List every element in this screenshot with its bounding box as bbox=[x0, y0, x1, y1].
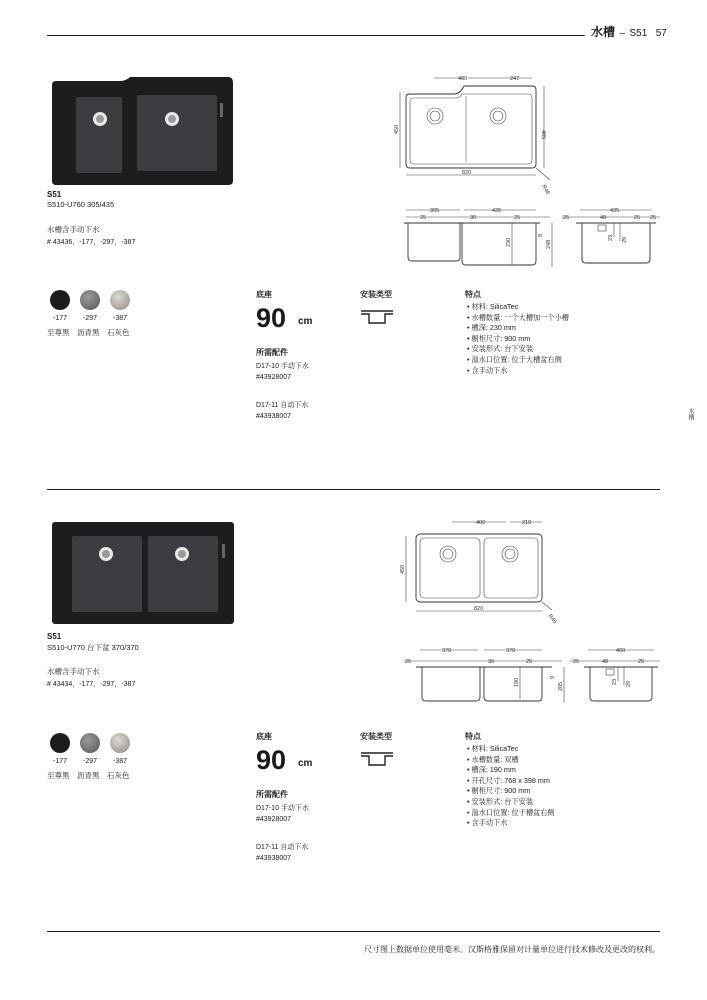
install-label-1: 安装类型 bbox=[360, 290, 392, 299]
side-tab: 水槽 bbox=[687, 408, 693, 420]
dim-label: 485 bbox=[540, 130, 546, 140]
page-header bbox=[591, 23, 667, 41]
dim-label: 25 bbox=[573, 659, 580, 665]
dim-label: 820 bbox=[462, 170, 472, 176]
feature-item: • 溢水口位置: 位于槽盆右侧 bbox=[467, 808, 555, 819]
header-page-number: 57 bbox=[655, 28, 667, 39]
product-photo-1 bbox=[50, 75, 235, 187]
dim-label: 30 bbox=[488, 659, 495, 665]
dim-label: 25 bbox=[420, 215, 427, 221]
dim-label: 29 bbox=[622, 236, 628, 243]
footer-rule bbox=[47, 931, 660, 932]
color-swatch[interactable] bbox=[80, 290, 100, 310]
color-swatch[interactable] bbox=[110, 290, 130, 310]
dim-label: 248 bbox=[546, 239, 552, 249]
features-label-1: 特点 bbox=[465, 290, 481, 299]
feature-item: • 水槽数量: 双槽 bbox=[467, 755, 555, 766]
feature-item: • 橱柜尺寸: 900 mm bbox=[467, 786, 555, 797]
swatch-name: 沥青黑 bbox=[77, 328, 100, 337]
cabinet-label-2: 底座 bbox=[256, 732, 272, 741]
accessory-name: D17-10 手动下水 bbox=[256, 805, 309, 812]
dim-label: 25 bbox=[650, 215, 657, 221]
dim-label: 400 bbox=[616, 648, 626, 654]
feature-item: • 含手动下水 bbox=[467, 366, 569, 377]
cabinet-label-1: 底座 bbox=[256, 290, 272, 299]
accessory-name: D17-11 自动下水 bbox=[256, 844, 309, 851]
cabinet-unit-1: cm bbox=[298, 316, 313, 327]
product-description-2: 水槽含手动下水 bbox=[47, 667, 100, 676]
cabinet-unit-2: cm bbox=[298, 758, 313, 769]
dim-label: R46 bbox=[540, 184, 551, 196]
dim-label: 25 bbox=[526, 659, 533, 665]
dim-label: 370 bbox=[442, 648, 452, 654]
color-swatch[interactable] bbox=[80, 733, 100, 753]
dim-label: 25 bbox=[514, 215, 521, 221]
feature-item: • 水槽数量: 一个大槽加一个小槽 bbox=[467, 313, 569, 324]
accessory-code: #43928007 bbox=[256, 374, 292, 381]
accessory-code: #43938007 bbox=[256, 855, 292, 862]
section-view-drawing-1 bbox=[400, 203, 560, 273]
color-swatch[interactable] bbox=[50, 290, 70, 310]
color-swatch[interactable] bbox=[50, 733, 70, 753]
undermount-icon bbox=[360, 308, 394, 326]
swatch-code: -177 bbox=[52, 315, 67, 322]
dim-label: 9 bbox=[550, 675, 556, 679]
dim-label: 370 bbox=[506, 648, 516, 654]
accessories-label-2: 所需配件 bbox=[256, 790, 288, 799]
accessory-code: #43928007 bbox=[256, 816, 292, 823]
dim-label: 435 bbox=[492, 208, 502, 214]
cabinet-value-2: 90 bbox=[256, 745, 287, 775]
dim-label: 230 bbox=[506, 237, 512, 247]
dim-label: 23 bbox=[612, 678, 618, 685]
features-list-1 bbox=[467, 302, 569, 376]
feature-item: • 开孔尺寸: 768 x 398 mm bbox=[467, 776, 555, 787]
header-title: 水槽 bbox=[591, 25, 616, 39]
footer-note: 尺寸图上数据单位使用毫米。汉斯格雅保留对计量单位进行技术修改及更改的权利。 bbox=[364, 945, 660, 954]
swatch-code: -177 bbox=[52, 758, 67, 765]
dim-label: 23 bbox=[608, 234, 614, 241]
accessories-label-1: 所需配件 bbox=[256, 348, 288, 357]
dim-label: 48 bbox=[600, 215, 607, 221]
dim-label: 29 bbox=[626, 680, 632, 687]
section-view-drawing-2 bbox=[402, 643, 572, 708]
features-list-2 bbox=[467, 744, 555, 829]
swatch-name: 石灰色 bbox=[107, 328, 130, 337]
product-model-2: S510-U770 台下盆 370/370 bbox=[47, 643, 139, 652]
swatch-name: 至尊黑 bbox=[47, 771, 70, 780]
feature-item: • 材料: SilicaTec bbox=[467, 302, 569, 313]
feature-item: • 槽深: 230 mm bbox=[467, 323, 569, 334]
dim-label: 48 bbox=[602, 659, 609, 665]
top-view-drawing-2 bbox=[396, 514, 564, 626]
feature-item: • 安装形式: 台下安装 bbox=[467, 344, 569, 355]
cabinet-value-1: 90 bbox=[256, 303, 287, 333]
dim-label: 450 bbox=[400, 564, 406, 574]
dim-label: 25 bbox=[563, 215, 570, 221]
product-model-1: S510-U760 305/435 bbox=[47, 200, 115, 209]
swatch-code: -387 bbox=[112, 315, 127, 322]
swatch-name: 石灰色 bbox=[107, 771, 130, 780]
accessory-name: D17-11 自动下水 bbox=[256, 402, 309, 409]
dim-label: 9 bbox=[538, 233, 544, 237]
side-view-drawing-1 bbox=[560, 203, 662, 273]
dim-label: 25 bbox=[634, 215, 641, 221]
dim-label: R46 bbox=[546, 613, 558, 626]
feature-item: • 安装形式: 台下安装 bbox=[467, 797, 555, 808]
feature-item: • 槽深: 190 mm bbox=[467, 765, 555, 776]
side-view-drawing-2 bbox=[568, 643, 662, 708]
dim-label: 435 bbox=[610, 208, 620, 214]
accessory-name: D17-10 手动下水 bbox=[256, 363, 309, 370]
header-rule bbox=[47, 35, 585, 36]
features-label-2: 特点 bbox=[465, 732, 481, 741]
feature-item: • 材料: SilicaTec bbox=[467, 744, 555, 755]
dim-label: 30 bbox=[470, 215, 477, 221]
accessory-code: #43938007 bbox=[256, 413, 292, 420]
dim-label: 400 bbox=[476, 520, 486, 526]
color-swatch[interactable] bbox=[110, 733, 130, 753]
dim-label: 305 bbox=[430, 208, 440, 214]
dim-label: 190 bbox=[514, 677, 520, 687]
dim-label: 247 bbox=[510, 76, 520, 82]
swatch-code: -297 bbox=[82, 758, 97, 765]
dim-label: 25 bbox=[638, 659, 645, 665]
product-sku-1: # 43436，-177，-297，-387 bbox=[47, 239, 136, 246]
dim-label: 820 bbox=[474, 606, 484, 612]
dim-label: 400 bbox=[458, 76, 468, 82]
swatch-name: 至尊黑 bbox=[47, 328, 70, 337]
product-description-1: 水槽含手动下水 bbox=[47, 225, 100, 234]
dim-label: 450 bbox=[394, 124, 400, 134]
top-view-drawing-1 bbox=[392, 72, 562, 196]
section-divider bbox=[47, 489, 660, 490]
dim-label: 210 bbox=[522, 520, 532, 526]
swatch-code: -297 bbox=[82, 315, 97, 322]
product-photo-2 bbox=[50, 520, 236, 626]
dim-label: 205 bbox=[558, 681, 564, 691]
header-series: S51 bbox=[629, 28, 648, 39]
swatch-code: -387 bbox=[112, 758, 127, 765]
swatch-name: 沥青黑 bbox=[77, 771, 100, 780]
product-sku-2: # 43434，-177，-297，-387 bbox=[47, 681, 136, 688]
install-label-2: 安装类型 bbox=[360, 732, 392, 741]
undermount-icon bbox=[360, 750, 394, 768]
header-separator: – bbox=[619, 28, 626, 39]
feature-item: • 橱柜尺寸: 900 mm bbox=[467, 334, 569, 345]
feature-item: • 含手动下水 bbox=[467, 818, 555, 829]
dim-label: 25 bbox=[405, 659, 412, 665]
feature-item: • 溢水口位置: 位于大槽盆右侧 bbox=[467, 355, 569, 366]
product-name-2: S51 bbox=[47, 632, 62, 641]
product-name-1: S51 bbox=[47, 190, 62, 199]
